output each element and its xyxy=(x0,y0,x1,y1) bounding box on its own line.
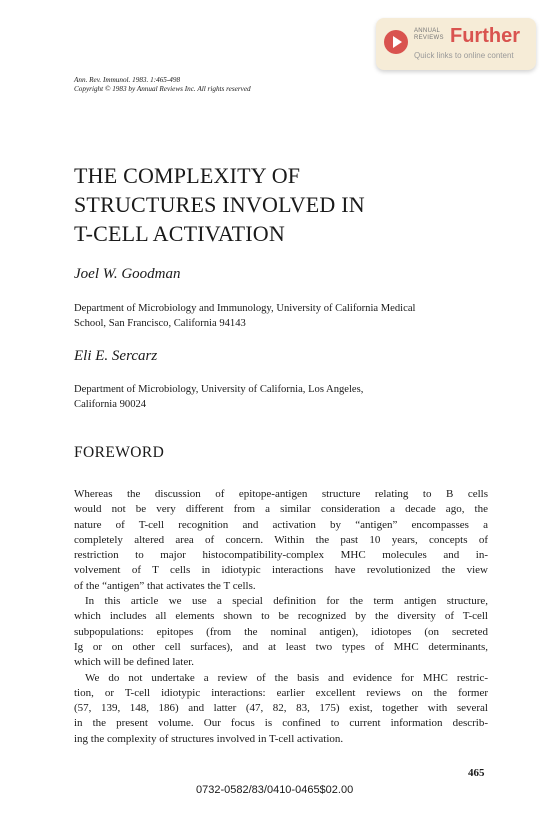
section-heading: FOREWORD xyxy=(74,444,165,461)
badge-subtitle[interactable]: Quick links to online content xyxy=(414,51,514,60)
body-line: (57, 139, 148, 186) and latter (47, 82, 83, 175) exist, together with several xyxy=(74,702,488,715)
body-line: In this article we use a special definition for the term antigen structure, xyxy=(85,595,488,608)
affiliation-line: School, San Francisco, California 94143 xyxy=(74,318,246,329)
annual-reviews-further-badge[interactable] xyxy=(376,18,536,70)
body-line: completely altered area of concern. Within the past 10 years, concepts of xyxy=(74,533,488,546)
author-affiliation xyxy=(74,301,415,331)
brand-further-word: Further xyxy=(450,25,520,47)
document-code: 0732-0582/83/0410-0465$02.00 xyxy=(196,784,354,796)
author-name: Eli E. Sercarz xyxy=(74,348,158,364)
brand-name: ANNUAL REVIEWS xyxy=(414,28,444,41)
author-name: Joel W. Goodman xyxy=(74,266,181,282)
affiliation-line: Department of Microbiology, University of California, Los Angeles, xyxy=(74,384,364,395)
body-line: would not be very different from a similar consideration a decade ago, the xyxy=(74,503,488,516)
play-icon xyxy=(384,30,408,54)
title-line: THE COMPLEXITY OF xyxy=(74,163,301,188)
body-line: nature of T-cell recognition and activation by “antigen” encompasses a xyxy=(74,518,488,531)
body-line: ing the complexity of structures involved in T-cell activation. xyxy=(74,732,344,745)
body-line: restriction to major histocompatibility-complex MHC molecules and in- xyxy=(74,549,488,562)
body-line: in the present volume. Our focus is confined to current information describ- xyxy=(74,717,488,730)
journal-citation: Ann. Rev. Immunol. 1983. 1:465-498 xyxy=(74,76,181,84)
body-line: which includes all elements shown to be recognized by the diversity of T-cell xyxy=(74,610,488,623)
article-title xyxy=(74,161,365,248)
body-line: Whereas the discussion of epitope-antigen structure relating to B cells xyxy=(74,488,488,500)
page-number: 465 xyxy=(468,767,485,779)
copyright-notice: Copyright © 1983 by Annual Reviews Inc. All rights reserved xyxy=(74,85,251,93)
author-affiliation xyxy=(74,382,363,412)
affiliation-line: California 90024 xyxy=(74,399,147,410)
body-line: subpopulations: epitopes (from the nominal antigen), idiotopes (on secreted xyxy=(74,625,488,638)
body-line: Ig or on other cell surfaces), and at least two types of MHC determinants, xyxy=(74,640,488,653)
title-line: STRUCTURES INVOLVED IN xyxy=(74,192,365,217)
body-line: tion, or T-cell idiotypic interactions: earlier excellent reviews on the former xyxy=(74,686,488,699)
title-line: T-CELL ACTIVATION xyxy=(74,221,285,246)
body-line: of the “antigen” that activates the T cells. xyxy=(74,579,256,592)
body-line: We do not undertake a review of the basis and evidence for MHC restric- xyxy=(85,671,488,684)
body-line: which will be defined later. xyxy=(74,656,195,669)
affiliation-line: Department of Microbiology and Immunology, University of California Medical xyxy=(74,303,416,314)
body-line: volvement of T cells in idiotypic interactions have revolutionized the view xyxy=(74,564,488,577)
body-text xyxy=(74,487,488,747)
